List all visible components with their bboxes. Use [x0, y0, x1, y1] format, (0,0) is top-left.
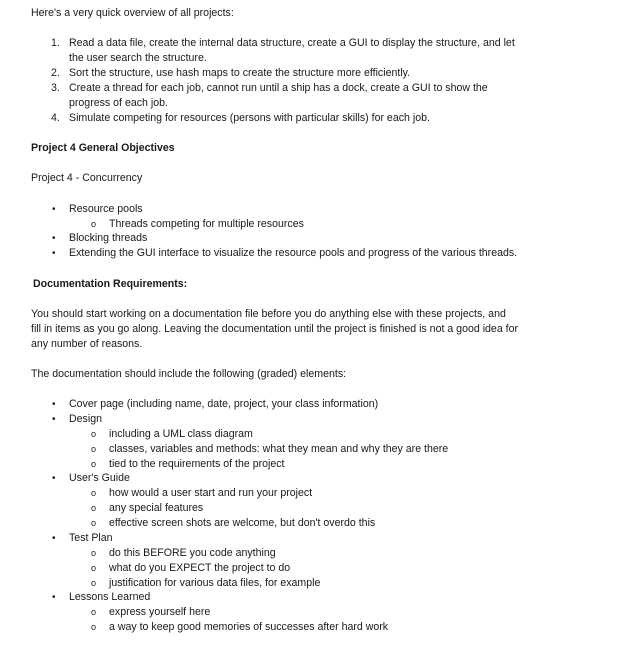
circle-bullet-icon: o	[91, 503, 97, 513]
list-item: Create a thread for each job, cannot run until a ship has a dock, create a GUI to show the	[69, 82, 488, 94]
bullet-icon: •	[52, 233, 56, 244]
list-item: Threads competing for multiple resources	[109, 218, 304, 230]
sub-list-item: do this BEFORE you code anything	[109, 547, 276, 559]
bullet-icon: •	[52, 399, 56, 410]
sub-list-item: express yourself here	[109, 606, 211, 618]
sub-list-item: any special features	[109, 502, 204, 514]
documentation-heading: Documentation Requirements:	[33, 278, 188, 290]
list-item: Cover page (including name, date, project, your class information)	[69, 398, 379, 410]
circle-bullet-icon: o	[91, 578, 97, 588]
sub-list-item: tied to the requirements of the project	[109, 458, 285, 470]
list-item: Sort the structure, use hash maps to create the structure more efficiently.	[69, 67, 411, 79]
bullet-icon: •	[52, 592, 56, 603]
list-item: Design	[69, 413, 102, 425]
list-item: User's Guide	[69, 472, 130, 484]
circle-bullet-icon: o	[91, 548, 97, 558]
list-number: 1.	[51, 37, 60, 49]
list-number: 3.	[51, 82, 60, 94]
bullet-icon: •	[52, 533, 56, 544]
list-item: Lessons Learned	[69, 591, 151, 603]
circle-bullet-icon: o	[91, 488, 97, 498]
bullet-icon: •	[52, 248, 56, 259]
paragraph-line: fill in items as you go along. Leaving the documentation until the project is finished is not a good idea for	[31, 323, 519, 335]
project-title: Project 4 - Concurrency	[31, 172, 143, 184]
sub-list-item: justification for various data files, for example	[109, 577, 321, 589]
sub-list-item: what do you EXPECT the project to do	[109, 562, 291, 574]
bullet-icon: •	[52, 204, 56, 215]
list-item-continued: the user search the structure.	[69, 52, 207, 64]
bullet-icon: •	[52, 414, 56, 425]
sub-list-item: classes, variables and methods: what they mean and why they are there	[109, 443, 449, 455]
sub-list-item: a way to keep good memories of successes after hard work	[109, 621, 389, 633]
list-item: Blocking threads	[69, 232, 148, 244]
paragraph-line: You should start working on a documentation file before you do anything else with these projects, and	[31, 308, 506, 320]
circle-bullet-icon: o	[91, 219, 97, 229]
list-item: Simulate competing for resources (persons with particular skills) for each job.	[69, 112, 430, 124]
intro-text: Here's a very quick overview of all projects:	[31, 7, 234, 19]
paragraph-line: any number of reasons.	[31, 338, 143, 350]
list-item: Read a data file, create the internal data structure, create a GUI to display the structure, and let	[69, 37, 515, 49]
list-item-continued: progress of each job.	[69, 97, 168, 109]
circle-bullet-icon: o	[91, 518, 97, 528]
circle-bullet-icon: o	[91, 563, 97, 573]
graded-intro: The documentation should include the following (graded) elements:	[31, 368, 347, 380]
list-number: 4.	[51, 112, 60, 124]
list-item: Test Plan	[69, 532, 113, 544]
sub-list-item: including a UML class diagram	[109, 428, 253, 440]
circle-bullet-icon: o	[91, 444, 97, 454]
circle-bullet-icon: o	[91, 459, 97, 469]
list-item: Extending the GUI interface to visualize the resource pools and progress of the various threads.	[69, 247, 518, 259]
objectives-heading: Project 4 General Objectives	[31, 142, 175, 154]
list-item: Resource pools	[69, 203, 143, 215]
list-number: 2.	[51, 67, 60, 79]
circle-bullet-icon: o	[91, 429, 97, 439]
sub-list-item: how would a user start and run your project	[109, 487, 313, 499]
sub-list-item: effective screen shots are welcome, but don't overdo this	[109, 517, 376, 529]
circle-bullet-icon: o	[91, 622, 97, 632]
bullet-icon: •	[52, 473, 56, 484]
circle-bullet-icon: o	[91, 607, 97, 617]
